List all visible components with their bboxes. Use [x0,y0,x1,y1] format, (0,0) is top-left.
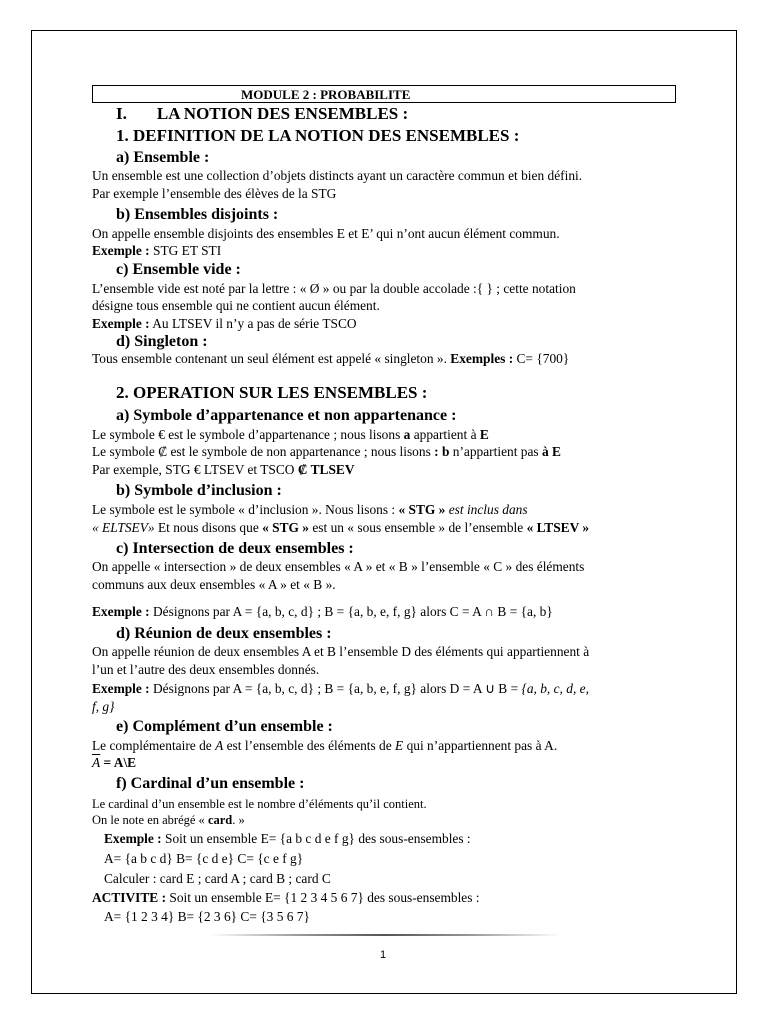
item-number: c) [116,261,129,278]
example-label: Exemple : [92,243,150,258]
paragraph-line [92,444,561,460]
item-number: e) [116,718,129,735]
paragraph-line: A= {a b c d} B= {c d e} C= {c e f g} [104,851,304,866]
example-line [104,831,471,847]
paragraph-line [92,812,245,828]
module-title-box [92,85,676,103]
text-italic: est inclus dans [445,502,528,517]
example-text: C= {700} [513,351,570,366]
text: Et nous disons que [154,520,263,535]
paragraph-line: Le cardinal d’un ensemble est le nombre d’éléments qu’il contient. [92,797,427,811]
item-number: b) [116,206,131,223]
paragraph-line: L’ensemble vide est noté par la lettre : « Ø » ou par la double accolade :{ } ; cette notation [92,281,576,296]
paragraph-line: On appelle réunion de deux ensembles A et B l’ensemble D des éléments qui appartiennent à [92,644,590,659]
subsection-heading-1-1 [116,126,519,146]
example-line [92,681,589,697]
text: Le symbole € est le symbole d’appartenance ; nous lisons [92,427,404,442]
heading-singleton [116,332,208,351]
paragraph-line [92,427,489,443]
subsection-heading-2 [116,383,427,403]
paragraph-line: Par exemple l’ensemble des élèves de la STG [92,186,337,201]
formula-line [92,755,136,771]
example-text: Désignons par A = {a, b, c, d} ; B = {a, b, e, f, g} alors D = A ∪ B = [149,681,522,696]
example-set: {a, b, c, d, e, [521,681,589,696]
a-bar-symbol: $\overline{A}$ [92,755,101,770]
text-italic: A [215,738,224,753]
text: n’appartient pas [449,444,542,459]
item-title: Intersection de deux ensembles : [132,540,354,557]
text: Par exemple, STG € LTSEV et TSCO [92,462,298,477]
item-title: Réunion de deux ensembles : [134,625,332,642]
example-line [92,604,553,620]
paragraph-line: Un ensemble est une collection d’objets distincts ayant un caractère commun et bien défini. [92,168,583,183]
paragraph-line [92,502,528,518]
text-bold: à E [542,444,561,459]
item-title: Complément d’un ensemble : [132,718,333,735]
subsection-number: 2. [116,383,129,402]
item-title: Symbole d’appartenance et non appartenance : [133,407,457,424]
example-label: Exemples : [450,351,514,366]
heading-ensemble [116,148,209,167]
item-number: a) [116,149,130,166]
formula-text: = A\E [100,755,137,770]
text: qui n’appartiennent pas à A. [403,738,558,753]
item-number: c) [116,540,129,557]
item-title: Cardinal d’un ensemble : [130,775,305,792]
text-italic: « ELTSEV» [92,520,155,535]
text: Le complémentaire de [92,738,216,753]
item-title: Ensembles disjoints : [134,206,279,223]
activity-line [92,890,480,906]
paragraph-line: On appelle ensemble disjoints des ensembles E et E’ qui n’ont aucun élément commun. [92,226,560,241]
heading-inclusion [116,481,282,500]
paragraph-line: l’un et l’autre des deux ensembles donnés. [92,662,320,677]
paragraph-line: Calculer : card E ; card A ; card B ; card C [104,871,331,886]
heading-complement [116,717,333,736]
example-label: Exemple : [92,681,150,696]
activity-label: ACTIVITE : [92,890,167,905]
example-text: Au LTSEV il n’y a pas de série TSCO [149,316,357,331]
section-title: LA NOTION DES ENSEMBLES : [156,104,409,123]
paragraph-line [92,351,569,367]
text-bold: a [403,427,411,442]
item-title: Ensemble vide : [132,261,241,278]
heading-intersection [116,539,354,558]
text: est l’ensemble des éléments de [223,738,396,753]
section-number: I. [116,104,127,123]
heading-ensemble-vide [116,260,241,279]
text-bold: ₡ TLSEV [297,462,355,477]
text: Le symbole est le symbole « d’inclusion ». Nous lisons : [92,502,399,517]
subsection-title: DEFINITION DE LA NOTION DES ENSEMBLES : [133,126,520,145]
subsection-title: OPERATION SUR LES ENSEMBLES : [133,383,428,402]
example-text: STG ET STI [149,243,222,258]
paragraph-line: désigne tous ensemble qui ne contient aucun élément. [92,298,380,313]
text-bold: E [479,427,489,442]
item-title: Singleton : [134,333,208,350]
text: est un « sous ensemble » de l’ensemble [309,520,527,535]
text: appartient à [410,427,480,442]
example-line [92,316,357,332]
paragraph-line [92,738,557,754]
module-title: MODULE 2 : PROBABILITE [241,87,411,102]
heading-cardinal [116,774,304,793]
text: On le note en abrégé « [92,813,208,827]
example-label: Exemple : [92,604,150,619]
text-bold: card [207,813,233,827]
subsection-number: 1. [116,126,129,145]
page-number: 1 [380,949,387,961]
text-bold: « STG » [398,502,446,517]
paragraph-line: A= {1 2 3 4} B= {2 3 6} C= {3 5 6 7} [104,909,310,924]
text: . » [232,813,245,827]
paragraph-text: Tous ensemble contenant un seul élément est appelé « singleton ». [92,351,451,366]
item-number: d) [116,333,131,350]
item-title: Symbole d’inclusion : [134,482,282,499]
item-title: Ensemble : [133,149,210,166]
text-bold: : b [434,444,450,459]
example-label: Exemple : [104,831,162,846]
item-number: f) [116,775,127,792]
heading-ensembles-disjoints [116,205,278,224]
item-number: a) [116,407,130,424]
text-italic: E [395,738,404,753]
item-number: b) [116,482,131,499]
heading-reunion [116,624,332,643]
example-label: Exemple : [92,316,150,331]
paragraph-line [92,462,355,478]
text: Le symbole ₡ est le symbole de non appartenance ; nous lisons [92,444,435,459]
paragraph-line: On appelle « intersection » de deux ensembles « A » et « B » l’ensemble « C » des éléments [92,559,585,574]
example-text: Désignons par A = {a, b, c, d} ; B = {a, b, e, f, g} alors C = A ∩ B = {a, b} [149,604,553,619]
example-line [92,243,221,259]
example-text: Soit un ensemble E= {a b c d e f g} des sous-ensembles : [161,831,471,846]
heading-appartenance [116,406,456,425]
section-heading-1 [116,104,408,124]
activity-text: Soit un ensemble E= {1 2 3 4 5 6 7} des sous-ensembles : [166,890,480,905]
paragraph-line: communs aux deux ensembles « A » et « B ». [92,577,336,592]
item-number: d) [116,625,131,642]
text-bold: « LTSEV » [526,520,590,535]
paragraph-line [92,520,589,536]
text-bold: « STG » [262,520,309,535]
footer-rule [210,934,560,936]
paragraph-line: f, g} [92,699,115,714]
